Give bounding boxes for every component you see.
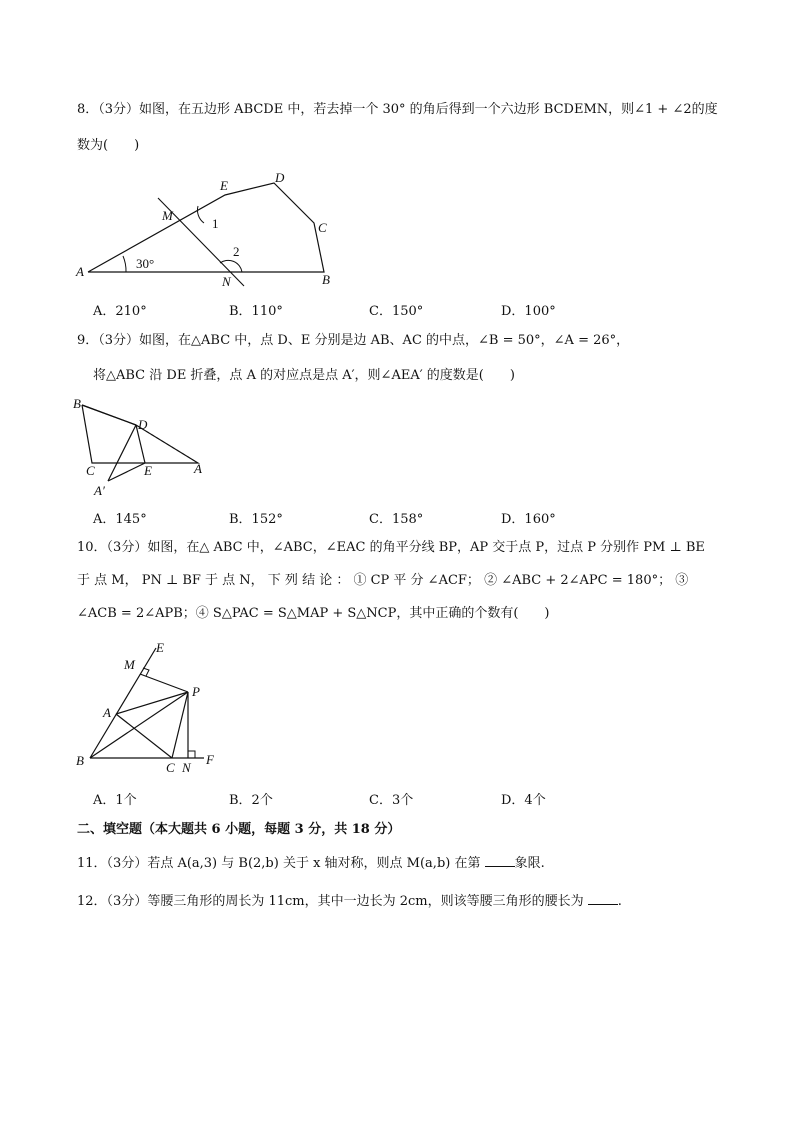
q11-answer-blank[interactable] bbox=[485, 854, 515, 867]
triangle-abc bbox=[82, 405, 198, 463]
q12-answer-blank[interactable] bbox=[588, 892, 618, 905]
q9-option-c[interactable]: C．158° bbox=[369, 512, 424, 527]
label-c: C bbox=[318, 220, 327, 235]
q8-option-c[interactable]: C．150° bbox=[369, 304, 424, 319]
q12-stem bbox=[77, 892, 622, 911]
label-a-prime: A′ bbox=[94, 483, 105, 498]
right-angle-n bbox=[188, 751, 195, 758]
label-n: N bbox=[182, 760, 191, 775]
label-d: D bbox=[138, 417, 148, 432]
label-e: E bbox=[156, 640, 164, 655]
bisector-bp bbox=[90, 692, 188, 758]
q9-option-a[interactable]: A．145° bbox=[93, 512, 147, 527]
label-b: B bbox=[322, 272, 330, 287]
side-ac bbox=[116, 714, 172, 758]
label-c: C bbox=[166, 760, 175, 775]
ray-be bbox=[90, 648, 156, 758]
q10-stem-line1: 10．（3分）如图，在△ ABC 中，∠ABC，∠EAC 的角平分线 BP，AP 交于点 P，过点 P 分别作 PM ⊥ BE bbox=[77, 540, 705, 555]
label-e: E bbox=[220, 178, 228, 193]
q11-text-after: 象限. bbox=[514, 856, 545, 871]
bisector-ap bbox=[116, 692, 188, 714]
angle-2-arc bbox=[220, 260, 242, 272]
label-a: A bbox=[194, 461, 202, 476]
label-angle-2: 2 bbox=[233, 244, 240, 259]
q10-triangle-figure bbox=[70, 638, 230, 778]
label-p: P bbox=[192, 684, 200, 699]
fold-da-prime bbox=[108, 425, 136, 481]
section-heading: 二、填空题（本大题共 6 小题，每题 3 分，共 18 分） bbox=[77, 822, 401, 837]
label-a: A bbox=[76, 264, 84, 279]
label-m: M bbox=[162, 208, 173, 223]
segment-cp bbox=[172, 692, 188, 758]
label-f: F bbox=[206, 752, 214, 767]
q9-option-d[interactable]: D．160° bbox=[501, 512, 556, 527]
pentagon-outline bbox=[88, 183, 324, 272]
label-n: N bbox=[222, 274, 231, 289]
fold-a-prime-e bbox=[108, 463, 145, 481]
q8-option-a[interactable]: A．210° bbox=[93, 304, 147, 319]
q10-stem-line3: ∠ACB = 2∠APB；④ S△PAC = S△MAP + S△NCP，其中正确的个数有( ) bbox=[77, 606, 550, 621]
label-c: C bbox=[86, 463, 95, 478]
label-angle-30: 30° bbox=[136, 256, 155, 271]
q8-option-b[interactable]: B．110° bbox=[229, 304, 283, 319]
label-e: E bbox=[144, 463, 152, 478]
label-a: A bbox=[103, 705, 111, 720]
q8-stem-line1: 8．（3分）如图，在五边形 ABCDE 中，若去掉一个 30° 的角后得到一个六边形 BCDEMN，则∠1 + ∠2的度 bbox=[77, 102, 718, 117]
q10-stem-line2: 于 点 M， PN ⊥ BF 于 点 N， 下 列 结 论 ： ① CP 平 分 ∠ACF； ② ∠ABC + 2∠APC = 180°； ③ bbox=[77, 573, 689, 588]
q10-option-b[interactable]: B．2个 bbox=[229, 793, 273, 808]
label-b: B bbox=[76, 753, 84, 768]
q12-text-after: . bbox=[617, 894, 622, 909]
label-angle-1: 1 bbox=[212, 216, 219, 231]
q11-text-before: 11．（3分）若点 A(a,3) 与 B(2,b) 关于 x 轴对称，则点 M(a,b) 在第 bbox=[77, 856, 485, 871]
label-b: B bbox=[73, 396, 81, 411]
q9-option-b[interactable]: B．152° bbox=[229, 512, 283, 527]
q11-stem bbox=[77, 854, 545, 873]
q10-option-d[interactable]: D．4个 bbox=[501, 793, 546, 808]
perp-pm bbox=[140, 674, 188, 692]
label-m: M bbox=[124, 657, 135, 672]
q9-triangle-figure bbox=[70, 395, 210, 500]
q8-option-d[interactable]: D．100° bbox=[501, 304, 556, 319]
q12-text-before: 12．（3分）等腰三角形的周长为 11cm，其中一边长为 2cm，则该等腰三角形的腰长为 bbox=[77, 894, 588, 909]
q9-stem-line1: 9．（3分）如图，在△ABC 中，点 D、E 分别是边 AB、AC 的中点，∠B = 50°，∠A = 26°， bbox=[77, 333, 630, 348]
q8-pentagon-figure bbox=[70, 168, 360, 293]
q8-stem-line2: 数为( ) bbox=[77, 138, 140, 153]
side-bd bbox=[82, 405, 136, 425]
angle-30-arc bbox=[123, 256, 126, 272]
q10-option-a[interactable]: A．1个 bbox=[93, 793, 137, 808]
label-d: D bbox=[275, 170, 285, 185]
q9-stem-line2: 将△ABC 沿 DE 折叠，点 A 的对应点是点 A′，则∠AEA′ 的度数是( ) bbox=[93, 368, 515, 383]
q10-option-c[interactable]: C．3个 bbox=[369, 793, 414, 808]
